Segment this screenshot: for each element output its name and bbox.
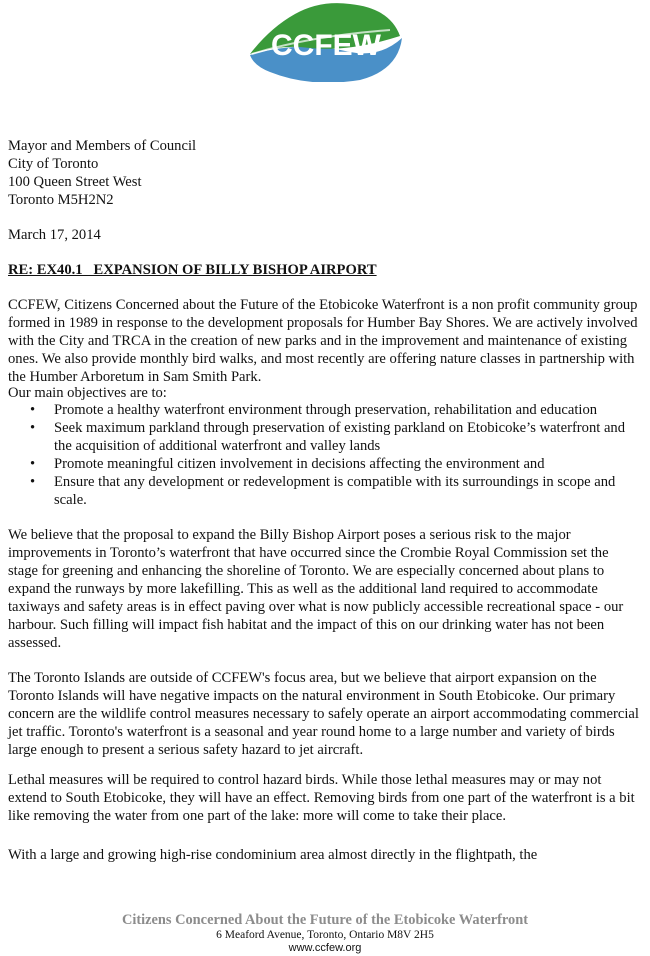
objective-text: Promote meaningful citizen involvement in decisions affecting the environment and: [54, 456, 545, 472]
letter-date: March 17, 2014: [8, 227, 101, 243]
bullet-icon: •: [30, 456, 36, 472]
leaf-logo-icon: [240, 0, 405, 82]
objective-text: Seek maximum parkland through preservation of existing parkland on Etobicoke’s waterfront and the acquisition of additional waterfront and valley lands: [54, 420, 626, 454]
objectives-list: [30, 401, 642, 509]
bullet-icon: •: [30, 402, 36, 418]
footer-org-name: Citizens Concerned About the Future of the Etobicoke Waterfront: [121, 912, 529, 928]
bullet-icon: •: [30, 474, 36, 490]
footer-address: 6 Meaford Avenue, Toronto, Ontario M8V 2H5: [216, 929, 434, 941]
paragraph-condominium: With a large and growing high-rise condominium area almost directly in the flightpath, the: [8, 847, 538, 863]
bullet-icon: •: [30, 420, 36, 436]
paragraph-intro: CCFEW, Citizens Concerned about the Future of the Etobicoke Waterfront is a non profit community group formed in 1989 in response to the development proposals for Humber Bay Shores. We are actively involved with the City and TRCA in the creation of new parks and in the improvement and maintenance of existing ones. We also provide monthly bird walks, and most recently are offering nature classes in partnership with the Humber Arboretum in Sam Smith Park.: [8, 297, 638, 385]
list-item: [30, 455, 642, 473]
recipient-line: 100 Queen Street West: [8, 174, 142, 190]
objective-text: Ensure that any development or redevelopment is compatible with its surroundings in scope and scale.: [54, 474, 616, 508]
ccfew-logo: [240, 0, 405, 82]
list-item: [30, 401, 642, 419]
objective-text: Promote a healthy waterfront environment through preservation, rehabilitation and education: [54, 402, 598, 418]
paragraph-islands: The Toronto Islands are outside of CCFEW's focus area, but we believe that airport expansion on the Toronto Islands will have negative impacts on the natural environment in South Etobicoke. Our primary concern are the wildlife control measures necessary to safely operate an airport accommodating commercial jet traffic. Toronto's waterfront is a seasonal and year round home to a large number and variety of birds large enough to present a serious safety hazard to jet aircraft.: [8, 670, 639, 758]
paragraph-lethal-measures: Lethal measures will be required to control hazard birds. While those lethal measures may or may not extend to South Etobicoke, they will have an effect. Removing birds from one part of the waterfront is a bit like removing the water from one part of the lake: more will come to take their place.: [8, 772, 635, 824]
paragraph-airport-risk: We believe that the proposal to expand the Billy Bishop Airport poses a serious risk to the major improvements in Toronto’s waterfront that have occurred since the Crombie Royal Commission set the stage for greening and enhancing the shoreline of Toronto. We are especially concerned about plans to expand the runways by more lakefilling. This as well as the additional land required to accommodate taxiways and safety areas is in effect paving over what is now publicly accessible recreational space - our harbour. Such filling will impact fish habitat and the impact of this on our drinking water has not been assessed.: [8, 527, 624, 651]
objectives-heading: Our main objectives are to:: [8, 385, 167, 401]
subject-line: RE: EX40.1 EXPANSION OF BILLY BISHOP AIRPORT: [8, 262, 377, 278]
recipient-line: Mayor and Members of Council: [8, 138, 197, 154]
list-item: [30, 473, 642, 509]
list-item: [30, 419, 642, 455]
logo-text: CCFEW: [271, 29, 381, 62]
recipient-line: Toronto M5H2N2: [8, 192, 114, 208]
recipient-address: [8, 137, 196, 209]
recipient-line: City of Toronto: [8, 156, 99, 172]
footer-website: www.ccfew.org: [288, 942, 362, 954]
